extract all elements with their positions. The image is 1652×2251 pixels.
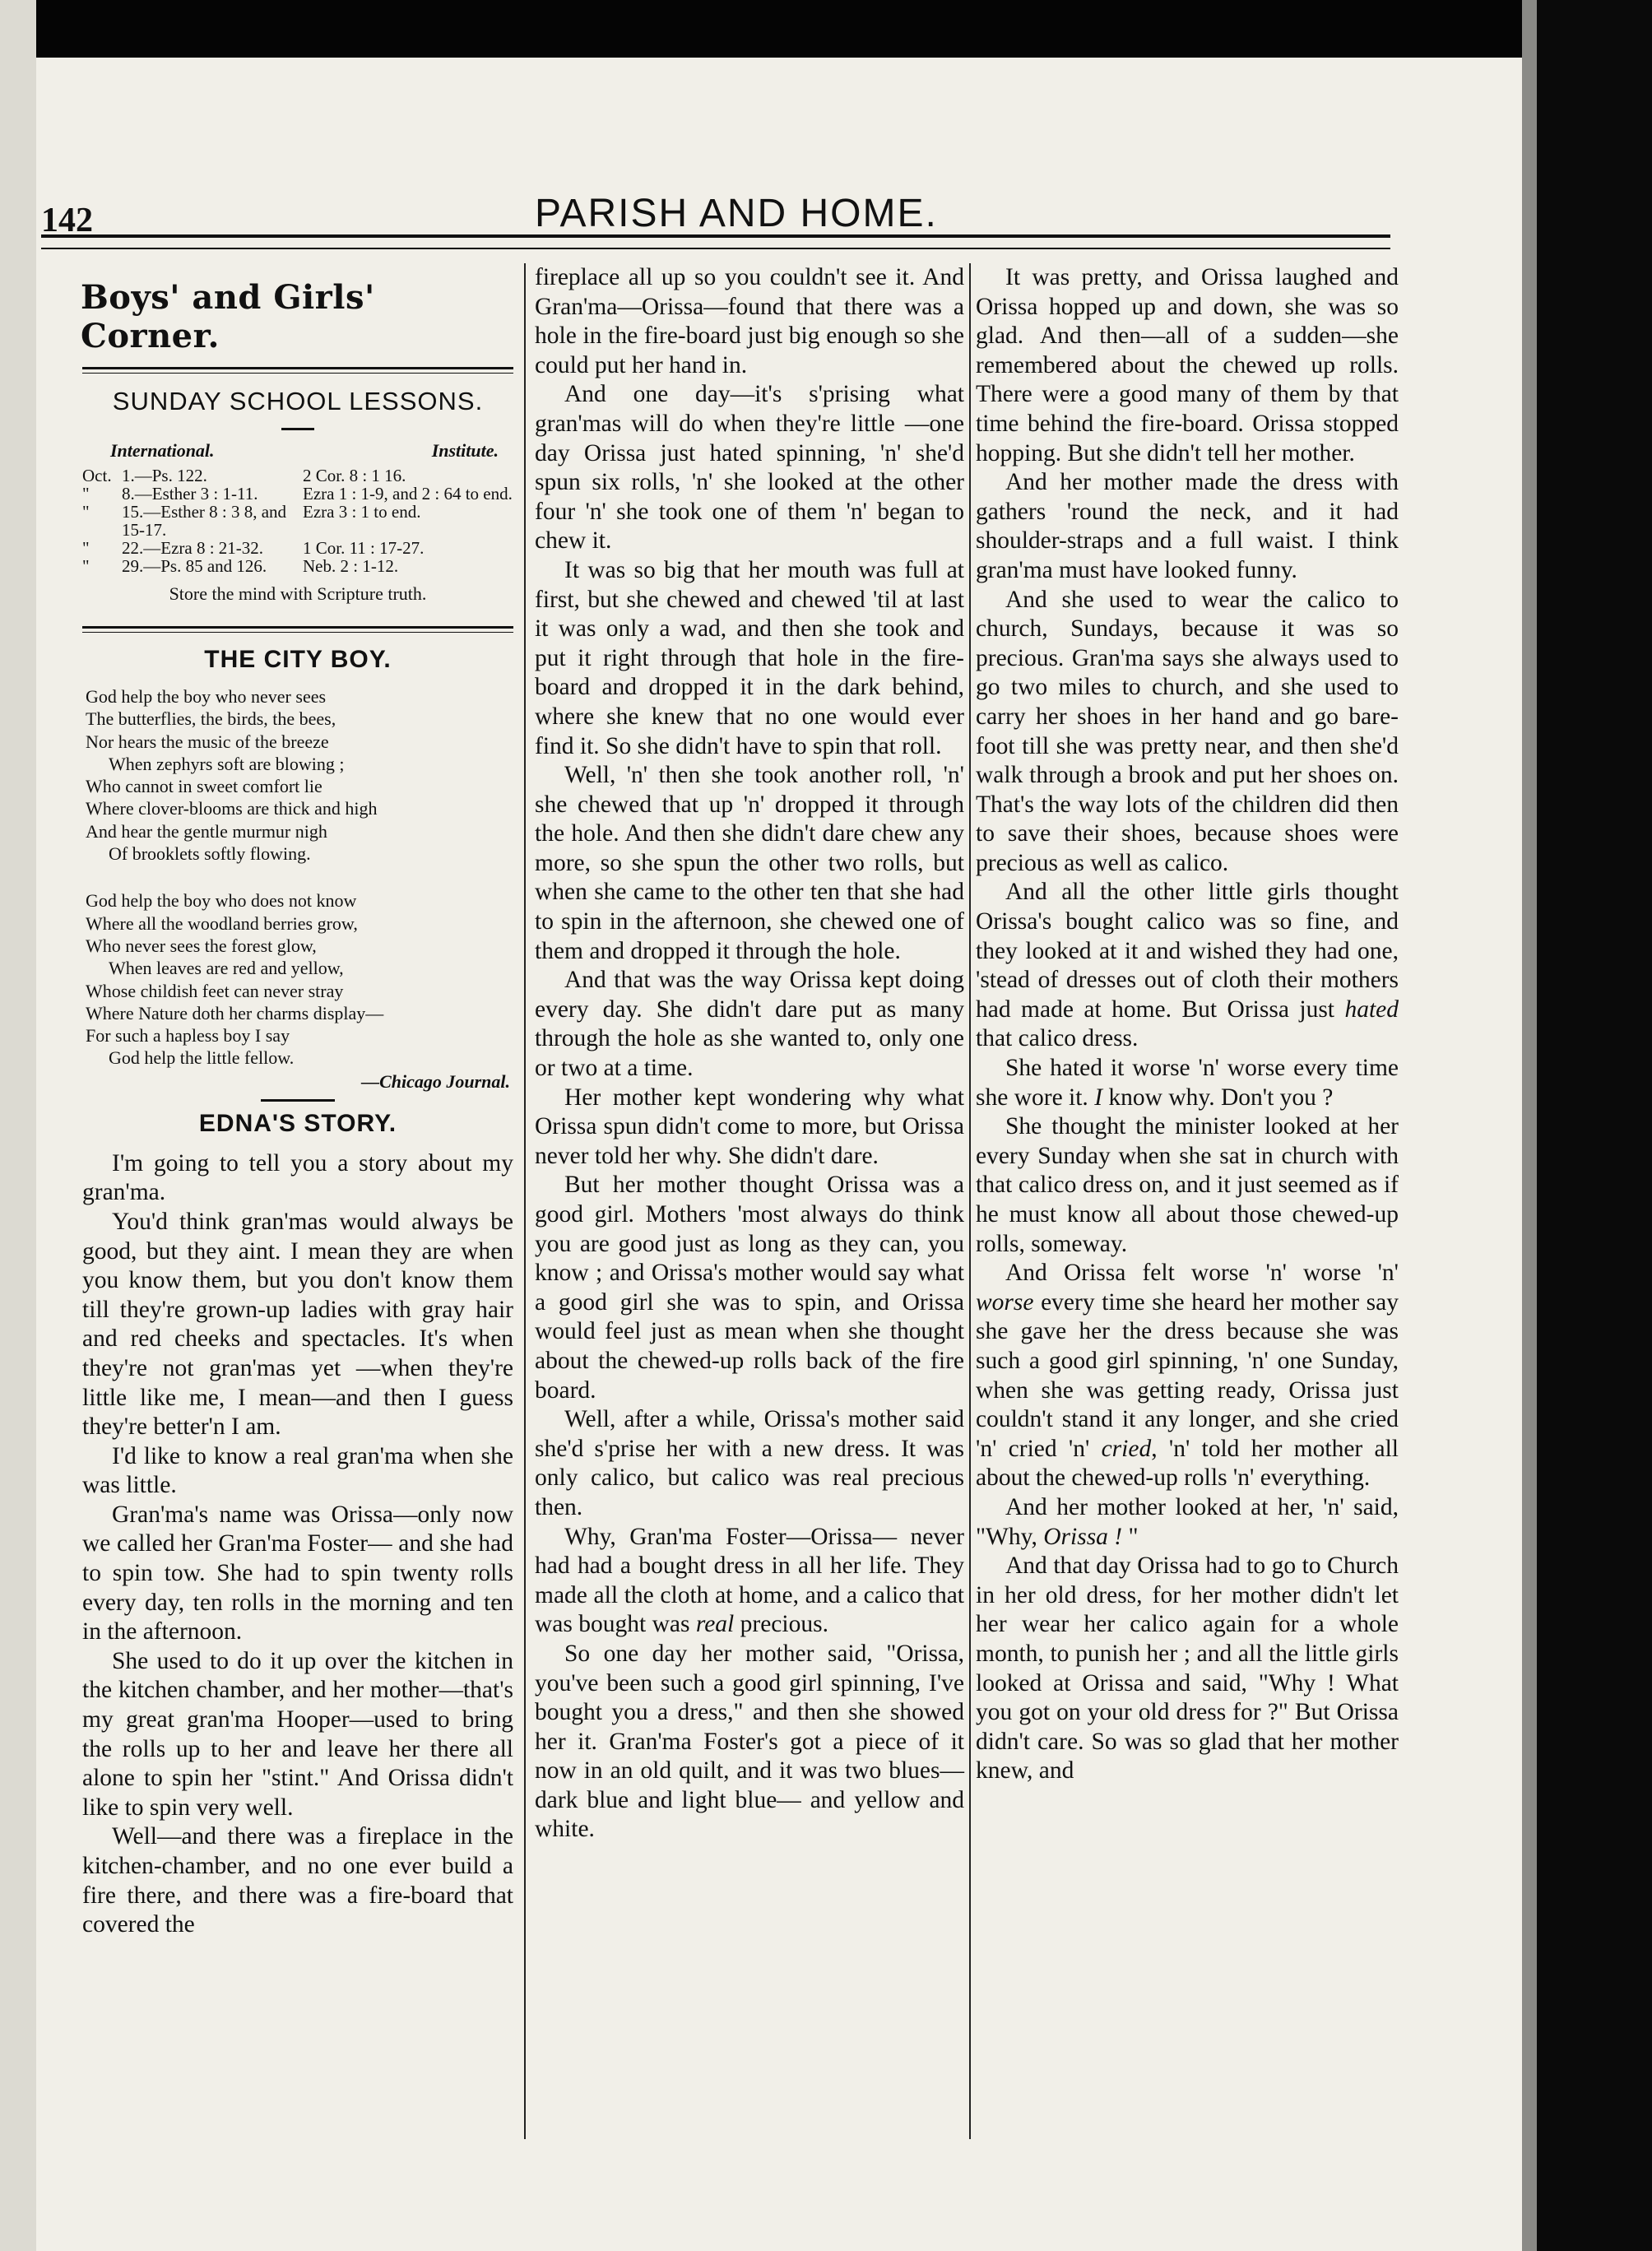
story-paragraph: Well, 'n' then she took another roll, 'n' she chewed that up 'n' dropped it through the hole. And then she didn't dare chew any more, so she spun the other two rolls, but when she came to the other ten that she had to spin in the afternoon, she chewed one of them and dropped it through the hole. [535, 762, 964, 964]
lesson-row: Oct. 1.—Ps. 122. 2 Cor. 8 : 1 16. [82, 466, 406, 485]
lesson-row: " 29.—Ps. 85 and 126. Neb. 2 : 1-12. [82, 556, 399, 576]
lessons-col-international: International. [110, 440, 215, 461]
scan-edge-right [1537, 0, 1652, 2251]
column-1 [82, 263, 513, 1940]
story-paragraph: But her mother thought Orissa was a good girl. Mothers 'most always do think you are good just as long as they can, you know ; and Orissa's mother would say what a good girl she was to spin, and Orissa would feel just as mean when she thought about the chewed-up rolls back of the fire board. [535, 1172, 964, 1404]
story-paragraph: And her mother made the dress with gathers 'round the neck, and it had shoulder-straps and a full waist. I think gran'ma must have looked funny. [976, 469, 1399, 583]
lessons-table [82, 466, 513, 575]
section-rule [82, 367, 513, 374]
page-header [41, 191, 1390, 240]
short-rule [261, 1099, 335, 1102]
column-2 [535, 263, 964, 1845]
corner-title: Boys' and Girls' Corner. [81, 278, 375, 355]
lesson-row: " 15.—Esther 8 : 3 8, and 15-17. Ezra 3 : 1 to end. [82, 502, 421, 540]
story-paragraph: fireplace all up so you couldn't see it. And Gran'ma—Orissa—found that there was a hole in the fire-board just big enough so she could put her hand in. [535, 264, 964, 378]
poem-line: For such a hapless boy I say [86, 1025, 290, 1047]
poem-line: God help the boy who never sees [86, 686, 327, 707]
poem-line: God help the boy who does not know [86, 890, 357, 912]
scan-edge-left [0, 0, 36, 2251]
poem-line: Of brooklets softly flowing. [109, 843, 311, 865]
poem-line: Where all the woodland berries grow, [86, 912, 358, 934]
poem-line: Where Nature doth her charms display— [86, 1002, 384, 1023]
column-divider-2 [969, 263, 971, 2139]
poem-line: Who cannot in sweet comfort lie [86, 776, 323, 797]
story-title: EDNA'S STORY. [198, 1109, 397, 1137]
story-paragraph: She thought the minister looked at her every Sunday when she sat in church with that calico dress on, and it just seemed as if he must know all about those chewed-up rolls, someway. [976, 1113, 1399, 1257]
story-paragraph: It was so big that her mouth was full at first, but she chewed and chewed 'til at last it was only a wad, and then she took and put it right through that hole in the fire-board and dropped it in the dark behind, where she knew that no one would ever find it. So she didn't have to spin that roll. [535, 556, 964, 759]
poem-body [86, 685, 513, 1070]
story-paragraph: It was pretty, and Orissa laughed and Orissa hopped up and down, she was so glad. And then—all of a sudden—she remembered about the chewed up rolls. There were a good many of them by that time behind the fire-board. Orissa stopped hopping. But she didn't tell her mother. [976, 264, 1399, 466]
running-head: PARISH AND HOME. [535, 192, 938, 235]
story-paragraph: And she used to wear the calico to church, Sundays, because it was so precious. Gran'ma says she always used to go two miles to church, and she used to carry her shoes in her hand and go bare-foot till she was pretty near, and then she'd walk through a brook and put her shoes on. That's the way lots of the children did then to save their shoes, because shoes were precious as well as calico. [976, 586, 1399, 876]
story-paragraph: Gran'ma's name was Orissa—only now we called her Gran'ma Foster— and she had to spin tow. She had to spin twenty rolls every day, ten rolls in the morning and ten in the afternoon. [82, 1501, 513, 1645]
page-number: 142 [41, 202, 93, 239]
poem-line: Who never sees the forest glow, [86, 935, 317, 956]
lesson-row: " 22.—Ezra 8 : 21-32. 1 Cor. 11 : 17-27. [82, 538, 425, 558]
story-paragraph: Well, after a while, Orissa's mother said she'd s'prise her with a new dress. It was only calico, but calico was real precious then. [535, 1406, 964, 1520]
poem-title: THE CITY BOY. [204, 646, 392, 673]
header-rule [41, 234, 1390, 249]
lesson-row: " 8.—Esther 3 : 1-11. Ezra 1 : 1-9, and 2 : 64 to end. [82, 484, 513, 504]
story-paragraph: And Orissa felt worse 'n' worse 'n' worse every time she heard her mother say she gave her the dress because she was such a good girl spinning, 'n' one Sunday, when she was getting ready, Orissa just couldn't stand it any longer, and she cried 'n' cried 'n' cried, 'n' told her mother all about the chewed-up rolls 'n' everything. [976, 1260, 1399, 1492]
poem-line: And hear the gentle murmur nigh [86, 820, 327, 842]
story-paragraph: So one day her mother said, "Orissa, you've been such a good girl spinning, I've bought you a dress," and then she showed her it. Gran'ma Foster's got a piece of it now in an old quilt, and it was two blues—dark blue and light blue— and yellow and white. [535, 1640, 964, 1843]
story-paragraph: She hated it worse 'n' worse every time she wore it. I know why. Don't you ? [976, 1055, 1399, 1111]
story-paragraph: I'm going to tell you a story about my gran'ma. [82, 1149, 513, 1206]
column-divider-1 [524, 263, 526, 2139]
scan-edge-top [0, 0, 1652, 58]
column-3 [976, 263, 1399, 1786]
poem-line: Nor hears the music of the breeze [86, 731, 329, 752]
story-paragraph: And her mother looked at her, 'n' said, "Why, Orissa ! " [976, 1493, 1399, 1550]
lessons-footer: Store the mind with Scripture truth. [169, 583, 427, 604]
poem-line: Whose childish feet can never stray [86, 980, 344, 1001]
scan-edge-shadow [1522, 0, 1537, 2251]
story-paragraph: Her mother kept wondering why what Orissa spun didn't come to more, but Orissa never told her why. She didn't dare. [535, 1084, 964, 1169]
lessons-title: SUNDAY SCHOOL LESSONS. [112, 387, 484, 415]
story-paragraph: And that day Orissa had to go to Church in her old dress, for her mother didn't let her wear her calico again for a whole month, to punish her ; and all the little girls looked at Orissa and said, "Why ! What you got on your old dress for ?" But Orissa didn't care. So was so glad that her mother knew, and [976, 1552, 1399, 1785]
poem-line: When zephyrs soft are blowing ; [109, 753, 345, 774]
story-paragraph: You'd think gran'mas would always be good, but they aint. I mean they are when you know them, but you don't know them till they're grown-up ladies with gray hair and red cheeks and spectacles. It's when they're not gran'mas yet —when they're little like me, I mean—and then I guess they're better'n I am. [82, 1208, 513, 1441]
poem-line: Where clover-blooms are thick and high [86, 798, 378, 819]
section-rule [82, 626, 513, 633]
poem-line: The butterflies, the birds, the bees, [86, 708, 336, 730]
story-paragraph: And all the other little girls thought Orissa's bought calico was so fine, and they looked at it and wished they had one, 'stead of dresses out of cloth their mothers had made at home. But Orissa just hated that calico dress. [976, 879, 1399, 1052]
poem-line: God help the little fellow. [109, 1047, 295, 1069]
story-paragraph: Well—and there was a fireplace in the kitchen-chamber, and no one ever build a fire there, and there was a fire-board that covered the [82, 1823, 513, 1938]
short-rule [281, 428, 314, 430]
story-paragraph: Why, Gran'ma Foster—Orissa— never had had a bought dress in all her life. They made all the cloth at home, and a calico that was bought was real precious. [535, 1523, 964, 1638]
lessons-columns [82, 440, 513, 462]
story-paragraph: And one day—it's s'prising what gran'mas will do when they're little —one day Orissa just hated spinning, 'n' she'd spun six rolls, 'n' she looked at the other four 'n' she took one of them 'n' began to chew it. [535, 381, 964, 555]
poem-source: —Chicago Journal. [361, 1070, 510, 1092]
story-paragraph: And that was the way Orissa kept doing every day. She didn't dare put as many through the hole as she wanted to, only one or two at a time. [535, 967, 964, 1082]
poem-line: When leaves are red and yellow, [109, 958, 344, 979]
story-paragraph: She used to do it up over the kitchen in the kitchen chamber, and her mother—that's my great gran'ma Hooper—used to bring the rolls up to her and leave her there all alone to spin her "stint." And Orissa didn't like to spin very well. [82, 1647, 513, 1821]
story-paragraph: I'd like to know a real gran'ma when she was little. [82, 1442, 513, 1499]
lessons-col-institute: Institute. [431, 440, 499, 461]
